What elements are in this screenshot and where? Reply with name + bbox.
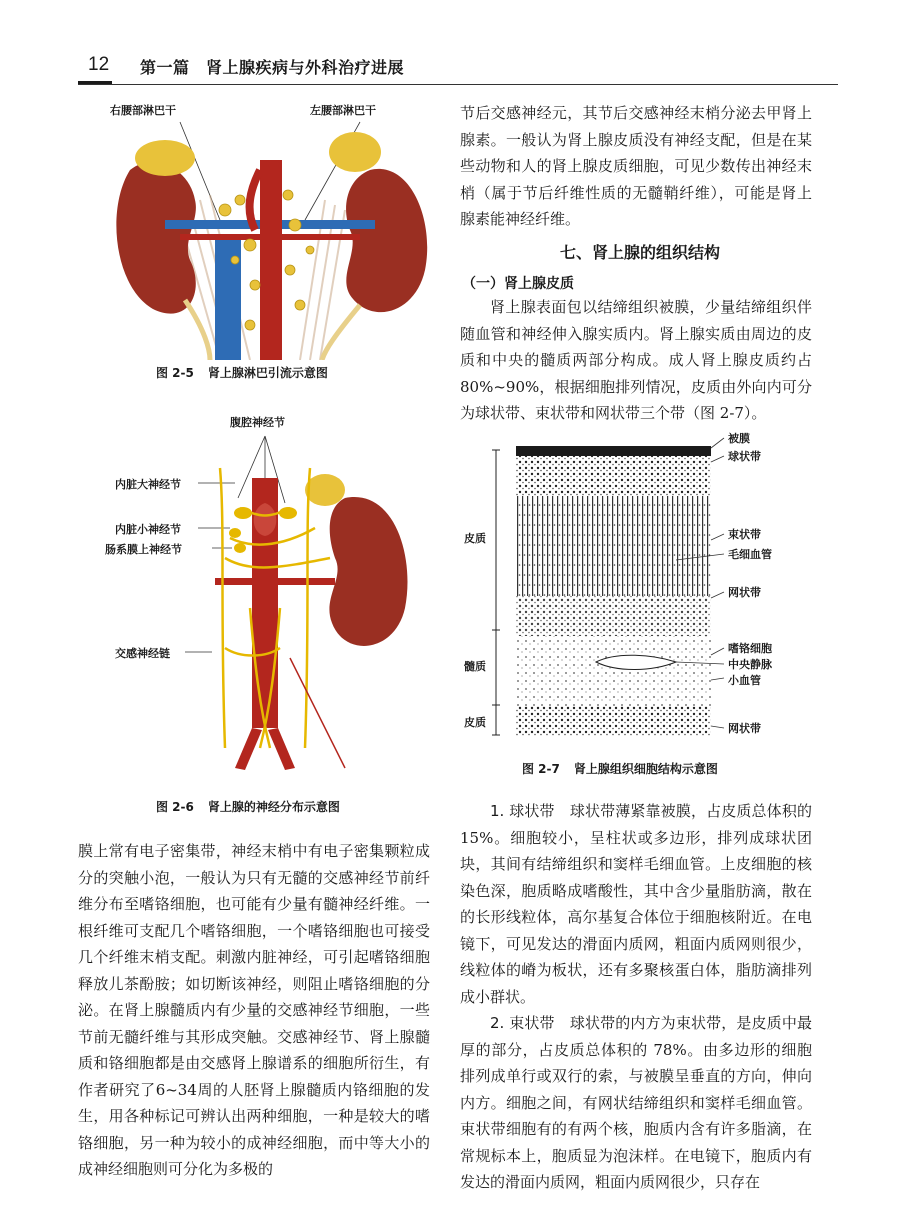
zona-glomerulosa-paragraph <box>460 798 812 1010</box>
lymph-drainage-illustration <box>110 100 430 360</box>
caption-number: 图 2-6 <box>156 800 194 814</box>
label-sympathetic-chain: 交感神经链 <box>115 647 170 660</box>
label-zona-reticularis-lower: 网状带 <box>728 722 761 735</box>
caption-figure-2-5 <box>156 364 328 381</box>
figure-2-7 <box>464 430 806 750</box>
figure-2-5 <box>110 100 430 390</box>
label-central-vein: 中央静脉 <box>728 658 772 671</box>
label-small-vessel: 小血管 <box>728 674 761 687</box>
label-chromaffin-cell: 嗜铬细胞 <box>728 642 772 655</box>
right-top-paragraph: 节后交感神经元，其节后交感神经末梢分泌去甲肾上腺素。一般认为肾上腺皮质没有神经支配，但是在某些动物和人的肾上腺皮质细胞，可见少数传出神经末梢（属于节后纤维性质的无髓鞘纤维），可能是肾上腺素能神经纤维。 <box>460 104 812 228</box>
label-zona-fasciculata: 束状带 <box>728 528 761 541</box>
label-celiac-ganglion: 腹腔神经节 <box>230 416 285 429</box>
zona-fasciculata-paragraph <box>460 1010 812 1196</box>
label-right-lumbar-trunk: 右腰部淋巴干 <box>110 104 176 117</box>
header-rule <box>78 84 838 85</box>
page-number: 12 <box>88 54 110 75</box>
label-left-lumbar-trunk: 左腰部淋巴干 <box>310 104 376 117</box>
caption-text: 肾上腺的神经分布示意图 <box>207 800 340 814</box>
left-body-paragraph: 膜上常有电子密集带，神经末梢中有电子密集颗粒成分的突触小泡，一般认为只有无髓的交感神经节前纤维分布至嗜铬细胞，也可能有少量有髓神经纤维。一根纤维可支配几个嗜铬细胞，一个嗜铬细胞也可接受几个纤维末梢支配。刺激内脏神经，可引起嗜铬细胞释放儿茶酚胺；如切断该神经，则阻止嗜铬细胞的分泌。在肾上腺髓质内有少量的交感神经节细胞，一些节前无髓纤维与其形成突触。交感神经节、肾上腺髓质和铬细胞都是由交感肾上腺谱系的细胞所衍生，有作者研究了6~34周的人胚肾上腺髓质内铬细胞的发生，用各种标记可辨认出两种细胞，一种是较大的嗜铬细胞，另一种为较小的成神经细胞，而中等大小的成神经细胞则可分化为多极的 <box>78 842 430 1178</box>
label-cortex-lower: 皮质 <box>464 716 486 729</box>
page-header <box>78 52 838 86</box>
caption-figure-2-7 <box>522 760 718 777</box>
figure-2-6 <box>100 408 440 783</box>
item2-label: 2. 束状带 <box>490 1014 555 1032</box>
label-lesser-splanchnic: 内脏小神经节 <box>115 523 181 536</box>
cortex-paragraph: 肾上腺表面包以结缔组织被膜，少量结缔组织伴随血管和神经伸入腺实质内。肾上腺实质由周边的皮质和中央的髓质两部分构成。成人肾上腺皮质约占 80%~90%，根据细胞排列情况，皮质由外向内可分为球状带、束状带和网状带三个带（图 2-7）。 <box>460 298 812 422</box>
item1-text: 球状带薄紧靠被膜，占皮质总体积的 15%。细胞较小，呈柱状或多边形，排列成球状团块，其间有结缔组织和窦样毛细血管。上皮细胞的核染色深，胞质略成嗜酸性，其中含少量脂肪滴，散在的长形线粒体，高尔基复合体位于细胞核附近。在电镜下，可见发达的滑面内质网，粗面内质网则很少，线粒体的嵴为板状，还有多聚核蛋白体，脂肪滴排列成小群状。 <box>460 802 812 1006</box>
caption-figure-2-6 <box>156 798 340 815</box>
running-title: 第一篇 肾上腺疾病与外科治疗进展 <box>140 58 405 77</box>
caption-number: 图 2-5 <box>156 366 194 380</box>
sub-heading-cortex: （一）肾上腺皮质 <box>462 276 574 292</box>
item1-label: 1. 球状带 <box>490 802 555 820</box>
caption-text: 肾上腺组织细胞结构示意图 <box>573 762 718 776</box>
label-greater-splanchnic: 内脏大神经节 <box>115 478 181 491</box>
label-zona-glomerulosa: 球状带 <box>728 450 761 463</box>
label-superior-mesenteric: 肠系膜上神经节 <box>105 543 182 556</box>
label-capsule: 被膜 <box>728 432 750 445</box>
label-zona-reticularis: 网状带 <box>728 586 761 599</box>
section-heading: 七、肾上腺的组织结构 <box>560 243 721 262</box>
caption-text: 肾上腺淋巴引流示意图 <box>207 366 328 380</box>
item2-text: 球状带的内方为束状带，是皮质中最厚的部分，占皮质总体积的 78%。由多边形的细胞排列成单行或双行的索，与被膜呈垂直的方向，伸向内方。细胞之间，有网状结缔组织和窦样毛细血管。束状带细胞有的有两个核，胞质内含有许多脂滴，在常规标本上，胞质显为泡沫样。在电镜下，胞质内有发达的滑面内质网，粗面内质网很少，只存在 <box>460 1014 812 1191</box>
label-medulla: 髓质 <box>464 660 486 673</box>
label-cortex: 皮质 <box>464 532 486 545</box>
nerve-distribution-illustration <box>100 408 440 783</box>
caption-number: 图 2-7 <box>522 762 560 776</box>
label-capillary: 毛细血管 <box>728 548 772 561</box>
